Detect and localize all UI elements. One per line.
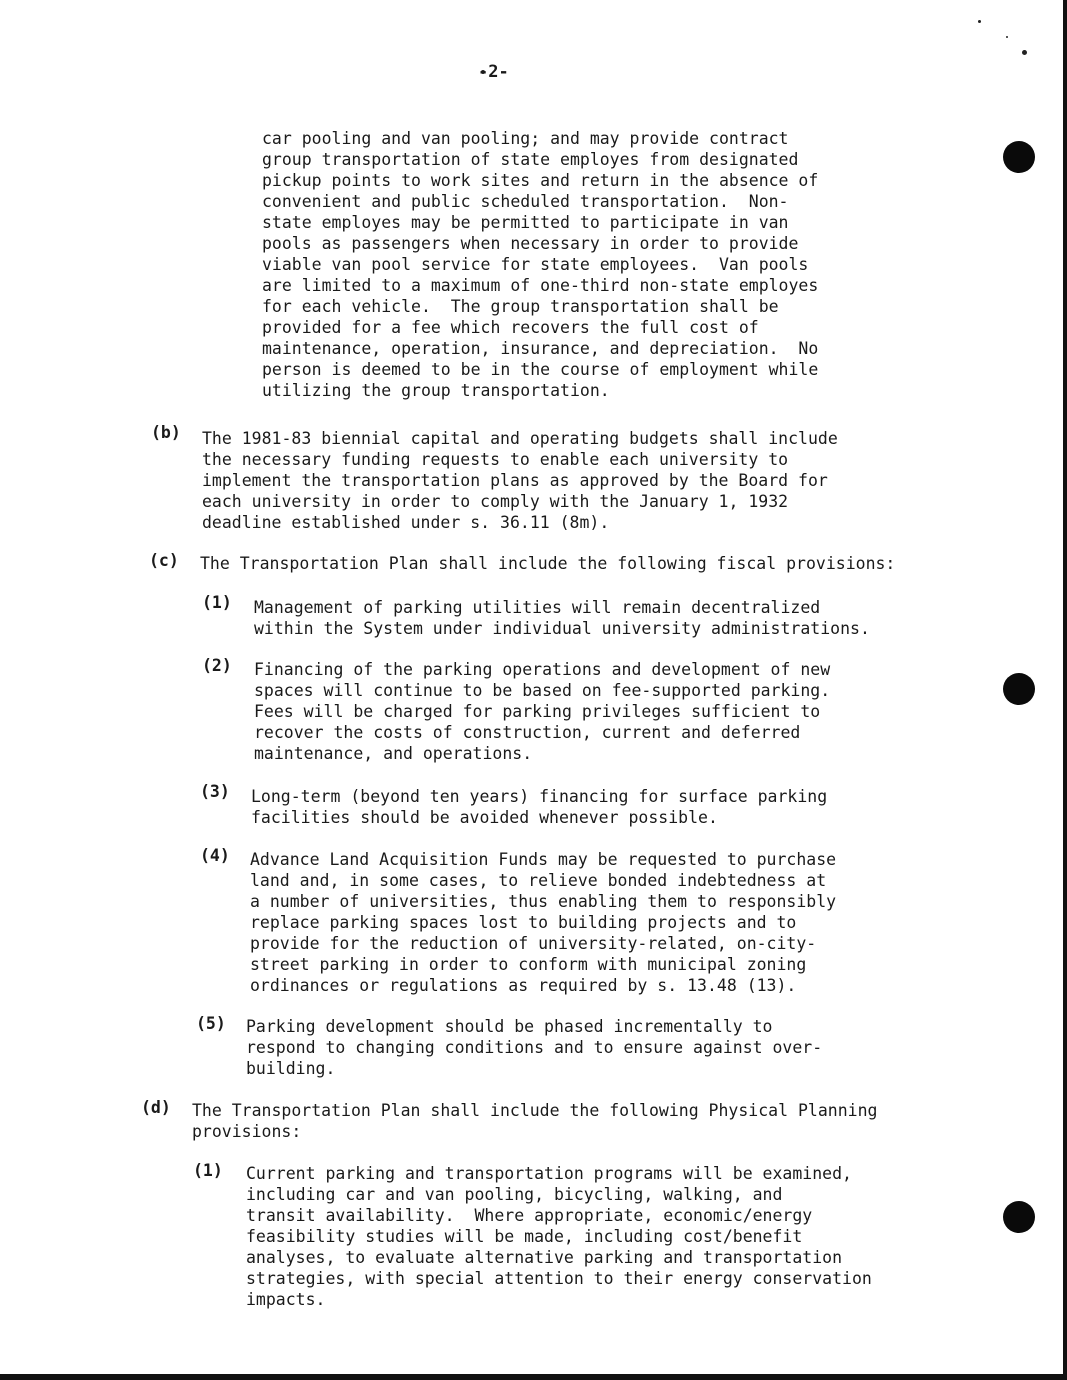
section-c-heading: [200, 553, 895, 574]
text-line: replace parking spaces lost to building projects and to: [250, 913, 797, 932]
item-d1-paragraph: [246, 1163, 872, 1310]
punch-hole-icon: [1003, 673, 1035, 705]
text-line: provide for the reduction of university-related, on-city-: [250, 934, 817, 953]
text-line: Parking development should be phased incrementally to: [246, 1017, 773, 1036]
text-line: Management of parking utilities will remain decentralized: [254, 598, 821, 617]
text-line: for each vehicle. The group transportation shall be: [262, 297, 779, 316]
text-line: ordinances or regulations as required by s. 13.48 (13).: [250, 976, 797, 995]
text-line: convenient and public scheduled transportation. Non-: [262, 192, 789, 211]
item-c4-marker: (4): [200, 846, 230, 865]
text-line: the necessary funding requests to enable each university to: [202, 450, 789, 469]
text-line: impacts.: [246, 1290, 326, 1309]
text-line: each university in order to comply with the January 1, 1932: [202, 492, 789, 511]
scan-speck: [978, 20, 981, 23]
text-line: Advance Land Acquisition Funds may be requested to purchase: [250, 850, 837, 869]
text-line: group transportation of state employes from designated: [262, 150, 799, 169]
text-line: pickup points to work sites and return in the absence of: [262, 171, 819, 190]
text-line: street parking in order to conform with municipal zoning: [250, 955, 807, 974]
text-line: Long-term (beyond ten years) financing for surface parking: [251, 787, 828, 806]
text-line: viable van pool service for state employees. Van pools: [262, 255, 809, 274]
section-b-paragraph: [202, 428, 838, 533]
scan-speck: [1006, 36, 1008, 38]
item-c2-marker: (2): [202, 656, 232, 675]
item-c1-paragraph: [254, 597, 870, 639]
item-c4-paragraph: [250, 849, 836, 996]
section-b-marker: (b): [151, 423, 181, 442]
item-c2-paragraph: [254, 659, 830, 764]
punch-hole-icon: [1003, 1201, 1035, 1233]
text-line: transit availability. Where appropriate, economic/energy: [246, 1206, 813, 1225]
text-line: provided for a fee which recovers the full cost of: [262, 318, 759, 337]
text-line: implement the transportation plans as approved by the Board for: [202, 471, 828, 490]
text-line: provisions:: [192, 1122, 302, 1141]
text-line: are limited to a maximum of one-third non-state employes: [262, 276, 819, 295]
text-line: including car and van pooling, bicycling, walking, and: [246, 1185, 783, 1204]
text-line: car pooling and van pooling; and may provide contract: [262, 129, 789, 148]
text-line: The Transportation Plan shall include the following Physical Planning: [192, 1101, 878, 1120]
text-line: facilities should be avoided whenever possible.: [251, 808, 718, 827]
section-d-marker: (d): [141, 1098, 171, 1117]
text-line: building.: [246, 1059, 336, 1078]
item-d1-marker: (1): [193, 1161, 223, 1180]
text-line: The Transportation Plan shall include the following fiscal provisions:: [200, 554, 896, 573]
text-line: a number of universities, thus enabling them to responsibly: [250, 892, 837, 911]
section-d-heading: [192, 1100, 877, 1142]
text-line: analyses, to evaluate alternative parking and transportation: [246, 1248, 843, 1267]
scan-border-right: [1063, 0, 1067, 1380]
item-c5-paragraph: [246, 1016, 822, 1079]
item-c3-marker: (3): [200, 782, 230, 801]
scan-border-bottom: [0, 1374, 1067, 1380]
text-line: strategies, with special attention to their energy conservation: [246, 1269, 872, 1288]
item-c1-marker: (1): [202, 593, 232, 612]
intro-paragraph: [262, 128, 818, 401]
text-line: The 1981-83 biennial capital and operating budgets shall include: [202, 429, 838, 448]
text-line: recover the costs of construction, current and deferred: [254, 723, 801, 742]
punch-hole-icon: [1003, 141, 1035, 173]
text-line: Current parking and transportation programs will be examined,: [246, 1164, 852, 1183]
scan-speck: [1022, 50, 1027, 55]
text-line: maintenance, operation, insurance, and depreciation. No: [262, 339, 819, 358]
text-line: pools as passengers when necessary in order to provide: [262, 234, 799, 253]
text-line: respond to changing conditions and to ensure against over-: [246, 1038, 823, 1057]
text-line: maintenance, and operations.: [254, 744, 533, 763]
item-c3-paragraph: [251, 786, 827, 828]
text-line: land and, in some cases, to relieve bonded indebtedness at: [250, 871, 827, 890]
text-line: Fees will be charged for parking privileges sufficient to: [254, 702, 821, 721]
text-line: within the System under individual university administrations.: [254, 619, 870, 638]
text-line: state employes may be permitted to participate in van: [262, 213, 789, 232]
text-line: deadline established under s. 36.11 (8m).: [202, 513, 610, 532]
text-line: Financing of the parking operations and development of new: [254, 660, 831, 679]
text-line: feasibility studies will be made, including cost/benefit: [246, 1227, 803, 1246]
text-line: spaces will continue to be based on fee-supported parking.: [254, 681, 831, 700]
section-c-marker: (c): [149, 551, 179, 570]
page-number: -2-: [478, 62, 509, 82]
item-c5-marker: (5): [196, 1014, 226, 1033]
text-line: utilizing the group transportation.: [262, 381, 610, 400]
text-line: person is deemed to be in the course of employment while: [262, 360, 819, 379]
